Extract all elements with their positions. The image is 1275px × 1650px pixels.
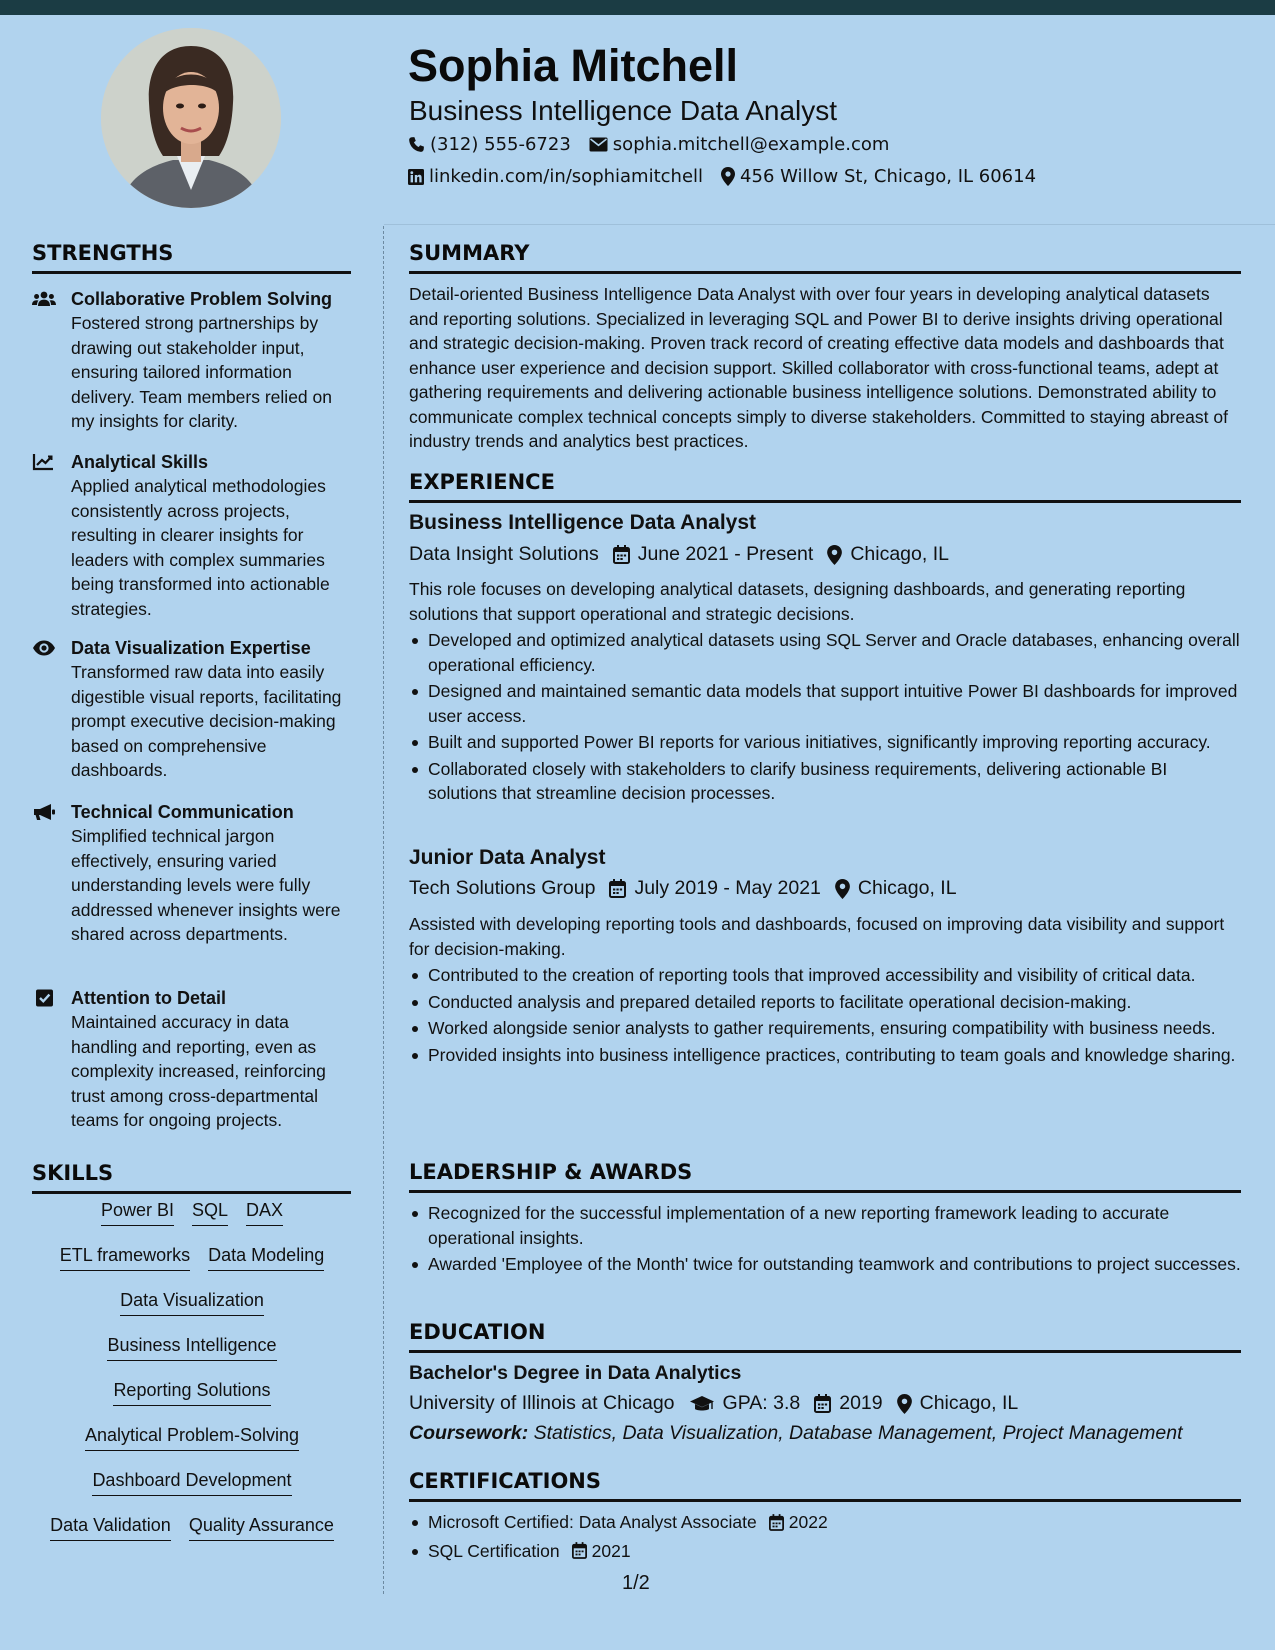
bullet-item: Recognized for the successful implementation of a new reporting framework leading to accurate operational insights. xyxy=(428,1201,1241,1250)
job-dates: July 2019 - May 2021 xyxy=(634,877,821,899)
job-bullets xyxy=(409,963,1241,1069)
job-meta xyxy=(409,877,957,900)
top-accent-bar xyxy=(0,0,1275,15)
strengths-heading: STRENGTHS xyxy=(32,241,351,274)
strength-title: Technical Communication xyxy=(71,802,294,822)
strength-description: Maintained accuracy in data handling and reporting, even as complexity increased, reinforcing trust among cross-departmental teams for ongoing projects. xyxy=(71,1012,326,1130)
skills-row xyxy=(32,1515,352,1560)
job-dates: June 2021 - Present xyxy=(637,543,814,565)
job-location: Chicago, IL xyxy=(850,543,949,565)
summary-text: Detail-oriented Business Intelligence Data Analyst with over four years in developing analytical datasets and reporting solutions. Specialized in leveraging SQL and Power BI to derive insights driving operational and strategic decision-making. Proven track record of creating effective data models and dashboards that enhance user experience and decision support. Skilled collaborator with cross-functional teams, adept at gathering requirements and delivering actionable business intelligence solutions. Demonstrated ability to communicate complex technical concepts simply to diverse stakeholders. Committed to staying abreast of industry trends and analytics best practices. xyxy=(409,284,1228,451)
phone-icon xyxy=(408,136,425,153)
job-title: Business Intelligence Data Analyst xyxy=(409,511,757,534)
strength-title: Collaborative Problem Solving xyxy=(71,289,333,309)
skill-tag: Power BI xyxy=(101,1200,174,1226)
strength-description: Transformed raw data into easily digestible visual reports, facilitating prompt executive decision-making based on comprehensive dashboards. xyxy=(71,662,342,780)
column-divider xyxy=(383,226,384,1594)
map-pin-icon xyxy=(721,167,735,186)
map-pin-icon xyxy=(827,545,842,565)
bullet-item: Worked alongside senior analysts to gather requirements, ensuring compatibility with business needs. xyxy=(428,1016,1241,1041)
users-icon xyxy=(32,290,56,308)
eye-icon xyxy=(32,639,56,657)
skill-tag: SQL xyxy=(192,1200,228,1226)
calendar-icon xyxy=(609,879,626,898)
skill-tag: Reporting Solutions xyxy=(113,1380,270,1406)
profile-photo xyxy=(101,28,281,208)
skills-row xyxy=(32,1470,352,1515)
portrait-image xyxy=(101,28,281,208)
leadership-bullets xyxy=(409,1201,1241,1279)
email-text: sophia.mitchell@example.com xyxy=(612,134,890,155)
contact-row-1 xyxy=(408,134,907,155)
certification-year: 2021 xyxy=(591,1540,631,1561)
job-location: Chicago, IL xyxy=(857,877,957,899)
skills-list xyxy=(32,1200,352,1560)
skills-heading: SKILLS xyxy=(32,1161,351,1194)
calendar-icon xyxy=(572,1542,587,1559)
certification-name: SQL Certification xyxy=(428,1540,560,1561)
megaphone-icon xyxy=(32,803,56,821)
education-location: Chicago, IL xyxy=(919,1392,1019,1414)
certification-year: 2022 xyxy=(788,1512,828,1532)
education-heading: EDUCATION xyxy=(409,1320,1241,1353)
certification-name: Microsoft Certified: Data Analyst Associate xyxy=(428,1512,757,1532)
graduation-year: 2019 xyxy=(839,1392,883,1414)
calendar-icon xyxy=(769,1514,784,1531)
experience-heading: EXPERIENCE xyxy=(409,470,1241,503)
summary-heading: SUMMARY xyxy=(409,241,1241,274)
address-text: 456 Willow St, Chicago, IL 60614 xyxy=(740,166,1037,187)
certification-list xyxy=(409,1510,1241,1565)
skills-row xyxy=(32,1290,352,1335)
job-description: Assisted with developing reporting tools and dashboards, focused on improving data visibility and support for decision-making. xyxy=(409,914,1225,959)
strength-title: Data Visualization Expertise xyxy=(71,638,311,658)
skills-row xyxy=(32,1335,352,1380)
certifications-heading: CERTIFICATIONS xyxy=(409,1469,1241,1502)
skills-row xyxy=(32,1425,352,1470)
strength-description: Applied analytical methodologies consistently across projects, resulting in clearer insights for leaders with complex summaries being transformed into actionable strategies. xyxy=(71,476,330,619)
skill-tag: Data Modeling xyxy=(208,1245,324,1271)
calendar-icon xyxy=(814,1394,831,1413)
page-number: 1/2 xyxy=(622,1572,650,1594)
degree-title: Bachelor's Degree in Data Analytics xyxy=(409,1362,742,1384)
bullet-item: Conducted analysis and prepared detailed reports to facilitate operational decision-making. xyxy=(428,990,1241,1015)
coursework-label: Coursework: xyxy=(409,1422,529,1444)
leadership-heading: LEADERSHIP & AWARDS xyxy=(409,1160,1241,1193)
linkedin-text: linkedin.com/in/sophiamitchell xyxy=(429,166,704,187)
strength-item xyxy=(32,800,352,947)
contact-row-2 xyxy=(408,166,1054,187)
company-name: Tech Solutions Group xyxy=(409,877,596,899)
bullet-item: Built and supported Power BI reports for various initiatives, significantly improving reporting accuracy. xyxy=(428,730,1241,755)
skill-tag: Data Validation xyxy=(50,1515,171,1541)
checkbox-icon xyxy=(32,989,56,1007)
company-name: Data Insight Solutions xyxy=(409,543,599,565)
education-meta xyxy=(409,1392,1018,1415)
linkedin-icon xyxy=(408,169,424,185)
strength-item xyxy=(32,986,352,1133)
strength-title: Attention to Detail xyxy=(71,988,226,1008)
skill-tag: ETL frameworks xyxy=(60,1245,190,1271)
envelope-icon xyxy=(589,137,608,152)
skill-tag: Analytical Problem-Solving xyxy=(85,1425,299,1451)
coursework-text: Statistics, Data Visualization, Database Management, Project Management xyxy=(533,1422,1183,1444)
phone-text: (312) 555-6723 xyxy=(430,134,571,155)
calendar-icon xyxy=(613,545,630,564)
address-contact xyxy=(721,166,1036,187)
bullet-item: Collaborated closely with stakeholders to clarify business requirements, delivering actionable BI solutions that streamline decision processes. xyxy=(428,757,1241,806)
gpa-text: GPA: 3.8 xyxy=(722,1392,801,1414)
skills-row xyxy=(32,1380,352,1425)
skill-tag: Quality Assurance xyxy=(189,1515,334,1541)
coursework-line xyxy=(409,1422,1183,1445)
job-description: This role focuses on developing analytical datasets, designing dashboards, and generating reporting solutions that support operational and strategic decisions. xyxy=(409,579,1186,624)
certification-item xyxy=(428,1510,1241,1535)
chart-line-icon xyxy=(32,453,56,471)
map-pin-icon xyxy=(835,879,850,899)
skill-tag: Data Visualization xyxy=(120,1290,264,1316)
candidate-name: Sophia Mitchell xyxy=(408,40,739,91)
certification-item xyxy=(428,1539,1241,1564)
strength-item xyxy=(32,636,352,783)
job-title: Junior Data Analyst xyxy=(409,846,606,869)
phone-contact[interactable] xyxy=(408,134,571,155)
email-contact[interactable] xyxy=(589,134,890,155)
map-pin-icon xyxy=(897,1394,912,1414)
candidate-title: Business Intelligence Data Analyst xyxy=(409,95,838,126)
graduation-cap-icon xyxy=(689,1395,715,1413)
bullet-item: Provided insights into business intelligence practices, contributing to team goals and knowledge sharing. xyxy=(428,1043,1241,1068)
bullet-item: Contributed to the creation of reporting tools that improved accessibility and visibility of critical data. xyxy=(428,963,1241,988)
bullet-item: Designed and maintained semantic data models that support intuitive Power BI dashboards for improved user access. xyxy=(428,679,1241,728)
strength-item xyxy=(32,287,352,434)
skill-tag: DAX xyxy=(246,1200,283,1226)
job-bullets xyxy=(409,628,1241,808)
skills-row xyxy=(32,1200,352,1245)
strength-title: Analytical Skills xyxy=(71,452,209,472)
strength-description: Simplified technical jargon effectively, ensuring varied understanding levels were fully addressed whenever insights were shared across departments. xyxy=(71,826,341,944)
skills-row xyxy=(32,1245,352,1290)
bullet-item: Developed and optimized analytical datasets using SQL Server and Oracle databases, enhancing overall operational efficiency. xyxy=(428,628,1241,677)
skill-tag: Dashboard Development xyxy=(92,1470,291,1496)
bullet-item: Awarded 'Employee of the Month' twice for outstanding teamwork and contributions to project successes. xyxy=(428,1252,1241,1277)
job-meta xyxy=(409,543,949,566)
school-name: University of Illinois at Chicago xyxy=(409,1392,675,1414)
skill-tag: Business Intelligence xyxy=(107,1335,276,1361)
strength-description: Fostered strong partnerships by drawing out stakeholder input, ensuring tailored information delivery. Team members relied on my insights for clarity. xyxy=(71,313,332,431)
linkedin-contact[interactable] xyxy=(408,166,703,187)
strength-item xyxy=(32,450,352,621)
header-divider xyxy=(384,224,1275,225)
